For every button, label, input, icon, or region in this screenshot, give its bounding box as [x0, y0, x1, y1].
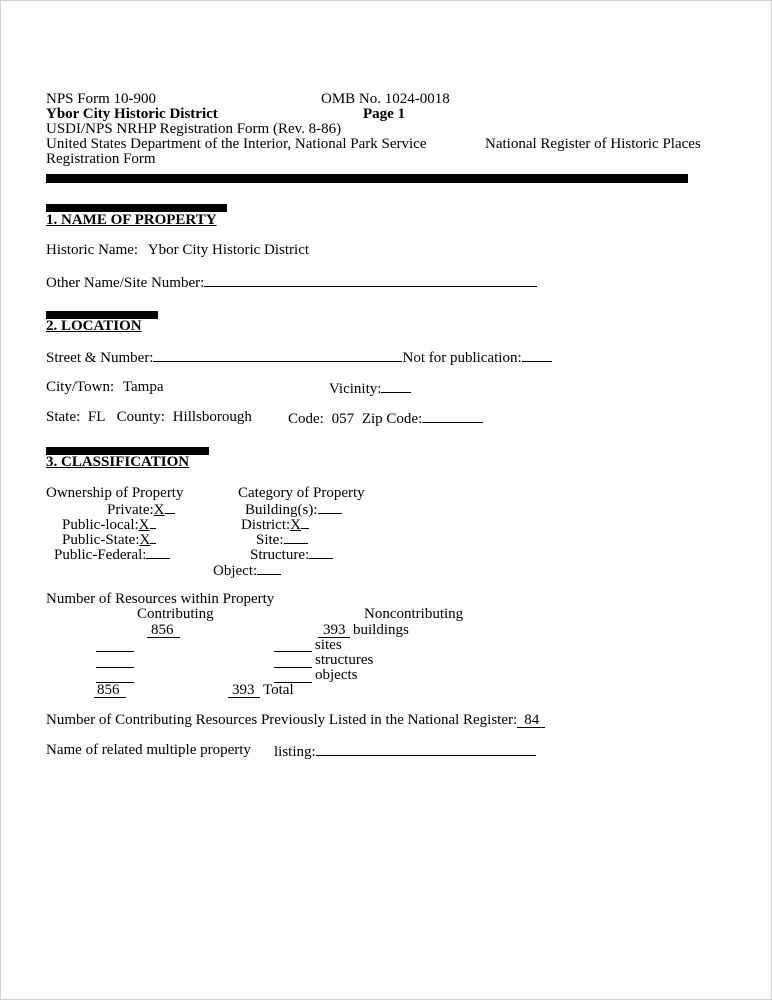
public-local-value: X	[138, 517, 150, 533]
state-value: FL	[87, 409, 105, 425]
section2-heading: 2. LOCATION	[46, 318, 142, 334]
noncontributing-total	[228, 682, 260, 698]
form-name: USDI/NPS NRHP Registration Form (Rev. 8-86)	[46, 121, 342, 137]
structures-row-label: structures	[315, 652, 374, 668]
noncontributing-sites-line[interactable]	[274, 651, 312, 652]
other-name-field[interactable]	[204, 273, 537, 287]
noncontributing-total-value: 393	[232, 682, 255, 698]
zip-label: Zip Code:	[361, 411, 423, 427]
public-state-label: Public-State:	[62, 532, 140, 548]
buildings-label: Building(s):	[245, 502, 318, 518]
sites-row-label: sites	[315, 637, 342, 653]
site-label: Site:	[256, 532, 284, 548]
public-local-label: Public-local:	[62, 517, 139, 533]
other-name-label: Other Name/Site Number:	[46, 275, 205, 291]
county-label: County:	[116, 409, 165, 425]
public-state-value: X	[139, 532, 151, 548]
object-label: Object:	[213, 563, 258, 579]
object-row	[213, 561, 281, 580]
noncontributing-buildings	[318, 622, 350, 638]
vicinity-field[interactable]	[381, 379, 411, 393]
state-row	[46, 409, 252, 426]
district-value: X	[290, 517, 302, 533]
previously-listed-field[interactable]	[517, 712, 545, 728]
street-label: Street & Number:	[46, 350, 154, 366]
private-field-tail	[165, 500, 175, 514]
section3-heading: 3. CLASSIFICATION	[46, 454, 190, 470]
not-for-publication-label: Not for publication:	[402, 350, 522, 366]
vicinity-row	[329, 379, 411, 398]
public-state-field-tail	[150, 530, 156, 544]
district-title: Ybor City Historic District	[46, 106, 218, 122]
section1-heading: 1. NAME OF PROPERTY	[46, 212, 217, 228]
section1-bar	[46, 204, 227, 212]
object-field[interactable]	[257, 561, 281, 575]
buildings-row-label: buildings	[353, 622, 409, 638]
private-value: X	[153, 502, 165, 518]
omb-number: OMB No. 1024-0018	[321, 91, 450, 107]
listing-row	[274, 742, 536, 761]
code-row	[288, 409, 483, 428]
previously-listed-label: Number of Contributing Resources Previously Listed in the National Register:	[46, 712, 518, 728]
objects-row-label: objects	[315, 667, 358, 683]
contributing-heading: Contributing	[137, 606, 214, 622]
form-number: NPS Form 10-900	[46, 91, 157, 107]
related-label: Name of related multiple property	[46, 742, 251, 758]
historic-name-value: Ybor City Historic District	[147, 242, 310, 258]
structure-label: Structure:	[250, 547, 310, 563]
department: United States Department of the Interior, National Park Service	[46, 136, 427, 152]
public-local-field-tail	[150, 515, 156, 529]
registration-form: Registration Form	[46, 151, 156, 167]
contributing-total	[94, 682, 126, 698]
contributing-buildings-value: 856	[151, 622, 174, 638]
district-label: District:	[241, 517, 291, 533]
private-label: Private:	[107, 502, 154, 518]
code-value: 057	[331, 411, 355, 427]
contributing-buildings	[147, 622, 180, 638]
not-for-publication-field[interactable]	[522, 348, 552, 362]
buildings-field[interactable]	[318, 500, 342, 514]
district-field-tail	[301, 515, 309, 529]
site-field[interactable]	[284, 530, 308, 544]
other-name-row	[46, 273, 537, 292]
street-row	[46, 348, 552, 367]
contributing-sites-line[interactable]	[96, 651, 134, 652]
noncontributing-buildings-value: 393	[323, 622, 346, 638]
header-divider	[46, 174, 688, 183]
structure-field[interactable]	[309, 545, 333, 559]
listing-field[interactable]	[316, 742, 536, 756]
register-name: National Register of Historic Places	[485, 136, 701, 152]
city-label: City/Town:	[46, 379, 115, 395]
contributing-total-value: 856	[97, 682, 120, 698]
public-federal-label: Public-Federal:	[54, 547, 147, 563]
contributing-structures-line[interactable]	[96, 667, 134, 668]
historic-name-row	[46, 242, 309, 259]
noncontributing-heading: Noncontributing	[364, 606, 464, 622]
resources-heading: Number of Resources within Property	[46, 591, 275, 607]
code-label: Code:	[288, 411, 324, 427]
noncontributing-structures-line[interactable]	[274, 667, 312, 668]
street-field[interactable]	[153, 348, 402, 362]
page-number: Page 1	[363, 106, 406, 122]
category-heading: Category of Property	[238, 485, 365, 501]
vicinity-label: Vicinity:	[329, 381, 382, 397]
ownership-heading: Ownership of Property	[46, 485, 184, 501]
historic-name-label: Historic Name:	[46, 242, 139, 258]
zip-field[interactable]	[422, 409, 483, 423]
previously-listed-row	[46, 712, 545, 729]
previously-listed-value: 84	[524, 712, 540, 728]
county-value: Hillsborough	[172, 409, 252, 425]
listing-label: listing:	[274, 744, 316, 760]
total-label: Total	[263, 682, 294, 698]
public-federal-field[interactable]	[146, 545, 170, 559]
city-value: Tampa	[122, 379, 164, 395]
state-label: State:	[46, 409, 81, 425]
public-federal-row	[54, 545, 170, 564]
city-row	[46, 379, 163, 396]
